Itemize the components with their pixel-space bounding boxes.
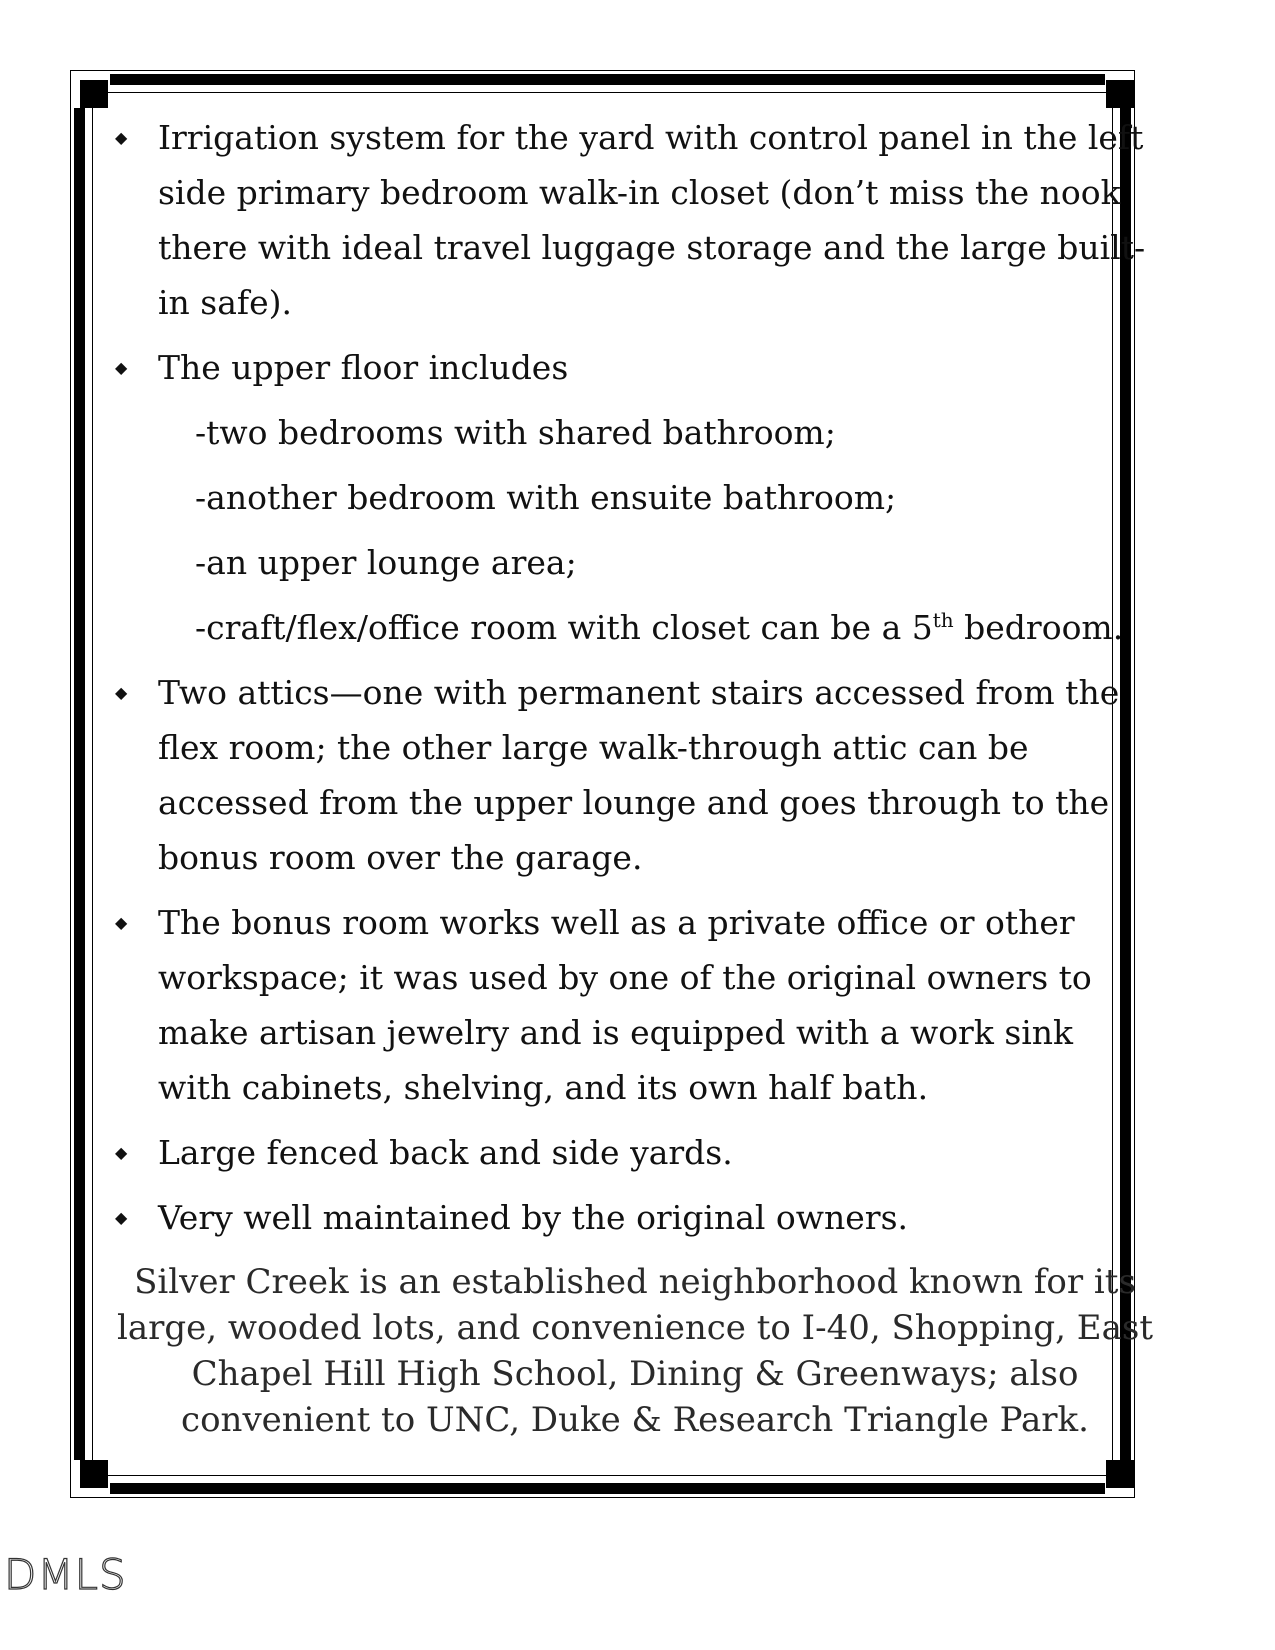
- upper-floor-item: -another bedroom with ensuite bathroom;: [195, 478, 897, 517]
- list-item: [115, 895, 1155, 1115]
- diamond-bullet-icon: ◆: [115, 683, 128, 702]
- list-item: [115, 110, 1155, 330]
- list-item-text: The upper floor includes: [158, 348, 569, 387]
- upper-floor-item-flex: -craft/flex/office room with closet can be a 5th bedroom.: [195, 608, 1124, 647]
- feature-list: [115, 110, 1155, 1443]
- diamond-bullet-icon: ◆: [115, 128, 128, 147]
- mls-watermark-logo: DMLS: [4, 1550, 127, 1599]
- list-item: [115, 1190, 1155, 1245]
- neighborhood-description: Silver Creek is an established neighborhood known for its large, wooded lots, and convenience to I-40, Shopping, East Chapel Hill High School, Dining & Greenways; also convenient to UNC, Duke & Research Triangle Park.: [117, 1262, 1153, 1440]
- list-item-text: Two attics—one with permanent stairs accessed from the flex room; the other large walk-through attic can be accessed from the upper lounge and goes through to the bonus room over the garage.: [158, 673, 1120, 877]
- list-item-text: Very well maintained by the original owners.: [158, 1198, 909, 1237]
- list-item: [115, 1125, 1155, 1180]
- list-item-text: The bonus room works well as a private office or other workspace; it was used by one of the original owners to make artisan jewelry and is equipped with a work sink with cabinets, shelving, and its own half bath.: [158, 903, 1092, 1107]
- upper-floor-item: -two bedrooms with shared bathroom;: [195, 413, 836, 452]
- diamond-bullet-icon: ◆: [115, 913, 128, 932]
- diamond-bullet-icon: ◆: [115, 358, 128, 377]
- diamond-bullet-icon: ◆: [115, 1208, 128, 1227]
- list-item: [115, 665, 1155, 885]
- list-item: [115, 340, 1155, 395]
- list-item-text: Irrigation system for the yard with control panel in the left side primary bedroom walk-in closet (don’t miss the nook there with ideal travel luggage storage and the large built-in safe).: [158, 118, 1146, 322]
- diamond-bullet-icon: ◆: [115, 1143, 128, 1162]
- list-item-text: Large fenced back and side yards.: [158, 1133, 733, 1172]
- upper-floor-item: -an upper lounge area;: [195, 543, 577, 582]
